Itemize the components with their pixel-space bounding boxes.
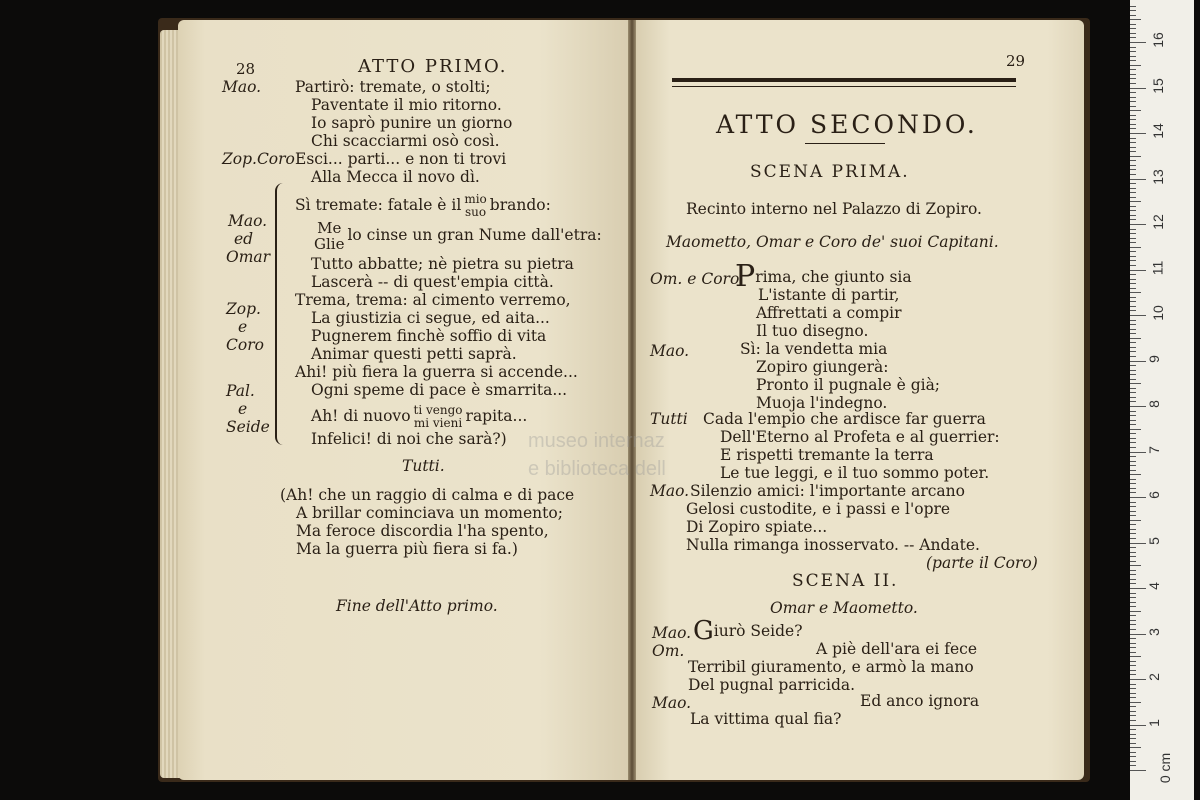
ruler-tick — [1130, 492, 1136, 493]
speaker-label: Zop. — [226, 300, 261, 318]
verse-line: Del pugnal parricida. — [688, 676, 856, 694]
ruler-tick — [1130, 715, 1136, 716]
ruler-tick — [1130, 561, 1136, 562]
ruler-tick — [1130, 33, 1136, 34]
verse-line: Zopiro giungerà: — [756, 358, 889, 376]
ruler-tick — [1130, 60, 1136, 61]
verse-line: Dell'Eterno al Profeta e al guerrier: — [720, 428, 1000, 446]
ruler-tick — [1130, 224, 1146, 225]
verse-line-dropcap — [735, 259, 912, 294]
ruler-tick — [1130, 142, 1136, 143]
ruler-tick — [1130, 215, 1136, 216]
verse-line: Affrettati a compir — [756, 304, 902, 322]
verse-line: (Ah! che un raggio di calma e di pace — [280, 486, 575, 504]
speaker-label: Mao. — [650, 482, 690, 500]
ruler-label: 7 — [1145, 445, 1162, 454]
ruler-tick — [1130, 260, 1136, 261]
ruler-tick — [1130, 47, 1136, 48]
ruler-label: 8 — [1145, 400, 1162, 408]
ruler-tick — [1130, 265, 1136, 266]
characters-line: Omar e Maometto. — [770, 599, 918, 617]
ruler-tick — [1130, 570, 1136, 571]
ruler-tick — [1130, 597, 1136, 598]
ruler-label: 3 — [1145, 627, 1162, 636]
ruler-tick — [1130, 370, 1136, 371]
verse-line: Ahi! più fiera la guerra si accende... — [295, 363, 578, 381]
speaker-label: Mao. — [652, 624, 692, 642]
ruler-tick — [1130, 361, 1146, 362]
ruler-tick — [1130, 310, 1136, 311]
ruler-tick — [1130, 156, 1141, 157]
verse-text: Sì tremate: fatale è il — [295, 196, 462, 214]
verse-line-fraction — [311, 220, 602, 252]
ruler-tick — [1130, 128, 1136, 129]
ruler-tick — [1130, 420, 1136, 421]
ruler-tick — [1130, 219, 1136, 220]
ruler-tick — [1130, 97, 1136, 98]
ruler-tick — [1130, 88, 1146, 89]
ruler-tick — [1130, 620, 1136, 621]
ruler-tick — [1130, 274, 1136, 275]
ruler-tick — [1130, 465, 1136, 466]
ruler-tick — [1130, 529, 1136, 530]
ruler-tick — [1130, 279, 1136, 280]
ruler-tick — [1130, 56, 1136, 57]
ruler-tick — [1130, 110, 1141, 111]
verse-line: Lascerà -- di quest'empia città. — [311, 273, 554, 291]
verse-line: Trema, trema: al cimento verremo, — [295, 291, 571, 309]
ruler-tick — [1130, 452, 1146, 453]
ruler-tick — [1130, 288, 1136, 289]
ruler-tick — [1130, 401, 1136, 402]
ruler-tick — [1130, 538, 1136, 539]
ruler-tick — [1130, 674, 1136, 675]
ruler-tick — [1130, 351, 1136, 352]
ruler-tick — [1130, 588, 1146, 589]
ruler-tick — [1130, 347, 1136, 348]
ruler-tick — [1130, 188, 1136, 189]
act-title: ATTO SECONDO. — [716, 110, 978, 139]
ruler-tick — [1130, 752, 1136, 753]
ruler-tick — [1130, 197, 1136, 198]
ruler-tick — [1130, 42, 1146, 43]
characters-line: Maometto, Omar e Coro de' suoi Capitani. — [666, 233, 999, 251]
verse-line: Muoja l'indegno. — [756, 394, 888, 412]
alt-top: ti vengo — [413, 403, 463, 417]
ruler-tick — [1130, 652, 1136, 653]
ruler-tick — [1130, 138, 1136, 139]
ruler-tick — [1130, 720, 1136, 721]
ruler-tick — [1130, 78, 1136, 79]
ruler-tick — [1130, 738, 1136, 739]
speaker-label: e — [238, 400, 248, 418]
ruler-tick — [1130, 488, 1136, 489]
ruler-tick — [1130, 615, 1136, 616]
ruler-tick — [1130, 702, 1141, 703]
ruler-tick — [1130, 611, 1141, 612]
ruler-tick — [1130, 201, 1141, 202]
alt-bottom: Glie — [314, 235, 345, 253]
ruler-tick — [1130, 383, 1141, 384]
ruler-tick — [1130, 69, 1136, 70]
alternative-words — [414, 404, 463, 430]
ruler-tick — [1130, 629, 1136, 630]
verse-text: rapita... — [465, 407, 528, 425]
verse-line: Partirò: tremate, o stolti; — [295, 78, 491, 96]
ruler-tick — [1130, 438, 1136, 439]
running-head: ATTO PRIMO. — [358, 56, 508, 77]
verse-line: Animar questi petti saprà. — [311, 345, 517, 363]
ruler-tick — [1130, 374, 1136, 375]
verse-line: Terribil giuramento, e armò la mano — [688, 658, 974, 676]
ruler-tick — [1130, 392, 1136, 393]
ruler-tick — [1130, 520, 1141, 521]
ruler-tick — [1130, 283, 1136, 284]
speaker-label: Mao. — [228, 212, 268, 230]
verse-line: Infelici! di noi che sarà?) — [311, 430, 507, 448]
ruler-tick — [1130, 693, 1136, 694]
ruler-tick — [1130, 119, 1136, 120]
verse-line: Gelosi custodite, e i passi e l'opre — [686, 500, 951, 518]
watermark-line: museo internaz — [528, 430, 665, 452]
alt-bottom: suo — [464, 205, 487, 219]
measuring-ruler — [1130, 0, 1194, 800]
verse-line: Tutto abbatte; nè pietra su pietra — [311, 255, 574, 273]
ruler-tick — [1130, 497, 1146, 498]
ruler-tick — [1130, 470, 1136, 471]
verse-line: E rispetti tremante la terra — [720, 446, 934, 464]
brace — [275, 183, 287, 445]
ruler-tick — [1130, 624, 1136, 625]
ruler-tick — [1130, 638, 1136, 639]
ruler-tick — [1130, 711, 1136, 712]
ruler-label: 11 — [1149, 260, 1166, 275]
drop-capital: P — [735, 259, 756, 294]
ruler-tick — [1130, 210, 1136, 211]
ruler-tick — [1130, 579, 1136, 580]
ruler-tick — [1130, 83, 1136, 84]
verse-line: Pugnerem finchè soffio di vita — [311, 327, 547, 345]
verse-line: Le tue leggi, e il tuo sommo poter. — [720, 464, 990, 482]
ruler-label: 16 — [1149, 32, 1166, 48]
right-page-number: 29 — [1006, 52, 1026, 70]
ruler-tick — [1130, 28, 1136, 29]
ruler-tick — [1130, 506, 1136, 507]
verse-line: La vittima qual fia? — [690, 710, 842, 728]
alt-bottom: mi vieni — [413, 416, 463, 430]
ruler-tick — [1130, 756, 1136, 757]
alt-top: mio — [464, 192, 487, 206]
ruler-tick — [1130, 338, 1141, 339]
ruler-tick — [1130, 238, 1136, 239]
verse-line: Paventate il mio ritorno. — [311, 96, 502, 114]
verse-line: Ogni speme di pace è smarrita... — [311, 381, 568, 399]
ruler-label: 2 — [1145, 673, 1162, 681]
verse-line: Nulla rimanga inosservato. -- Andate. — [686, 536, 980, 554]
ruler-label: 6 — [1145, 491, 1162, 499]
ruler-tick — [1130, 151, 1136, 152]
verse-line-fraction — [311, 404, 527, 430]
ruler-tick — [1130, 765, 1136, 766]
speaker-label: Pal. — [226, 382, 255, 400]
ruler-tick — [1130, 461, 1136, 462]
ruler-tick — [1130, 502, 1136, 503]
ruler-label: 12 — [1149, 214, 1166, 230]
ruler-tick — [1130, 229, 1136, 230]
ruler-tick — [1130, 524, 1136, 525]
alternative-words — [464, 193, 486, 219]
ruler-tick — [1130, 479, 1136, 480]
alternative-words — [314, 220, 344, 252]
speaker-label: Mao. — [650, 342, 690, 360]
ruler-tick — [1130, 474, 1141, 475]
ruler-tick — [1130, 24, 1136, 25]
title-rule — [805, 143, 885, 144]
verse-line: Ma la guerra più fiera si fa.) — [296, 540, 518, 558]
ruler-tick — [1130, 643, 1136, 644]
verse-text: rima, che giunto sia — [755, 268, 912, 286]
ruler-tick — [1130, 192, 1136, 193]
verse-text: brando: — [489, 196, 551, 214]
scene-title: SCENA II. — [792, 571, 899, 591]
ruler-tick — [1130, 147, 1136, 148]
speaker-label: Om. e Coro — [650, 270, 740, 288]
speaker-label: Om. — [652, 642, 685, 660]
ruler-tick — [1130, 233, 1136, 234]
speaker-label: Mao. — [222, 78, 262, 96]
ruler-tick — [1130, 725, 1146, 726]
ruler-tick — [1130, 411, 1136, 412]
ruler-tick — [1130, 333, 1136, 334]
ruler-tick — [1130, 442, 1136, 443]
speaker-label: Zop.Coro — [222, 150, 295, 168]
ruler-tick — [1130, 10, 1136, 11]
ruler-tick — [1130, 183, 1136, 184]
ruler-tick — [1130, 342, 1136, 343]
ruler-tick — [1130, 729, 1136, 730]
speaker-label: Tutti. — [402, 457, 445, 475]
ruler-tick — [1130, 406, 1146, 407]
verse-line: Silenzio amici: l'importante arcano — [690, 482, 965, 500]
verse-line: Esci... parti... e non ti trovi — [295, 150, 507, 168]
verse-line: Di Zopiro spiate... — [686, 518, 828, 536]
ruler-tick — [1130, 429, 1141, 430]
ruler-tick — [1130, 379, 1136, 380]
verse-line: L'istante di partir, — [758, 286, 900, 304]
ruler-tick — [1130, 634, 1146, 635]
gutter — [628, 20, 636, 780]
ruler-tick — [1130, 447, 1136, 448]
verse-text: lo cinse un gran Nume dall'etra: — [347, 226, 602, 244]
ruler-tick — [1130, 324, 1136, 325]
verse-line: La giustizia ci segue, ed aita... — [311, 309, 550, 327]
verse-line: Alla Mecca il novo dì. — [311, 168, 480, 186]
ruler-tick — [1130, 583, 1136, 584]
ruler-tick — [1130, 65, 1141, 66]
speaker-label: Omar — [226, 248, 271, 266]
ruler-tick — [1130, 115, 1136, 116]
header-rule-thin — [672, 86, 1016, 87]
ruler-tick — [1130, 656, 1141, 657]
speaker-label: Seide — [226, 418, 270, 436]
verse-line-fraction — [295, 193, 551, 219]
ruler-tick — [1130, 670, 1136, 671]
ruler-tick — [1130, 174, 1136, 175]
ruler-label: 14 — [1149, 123, 1166, 139]
ruler-tick — [1130, 661, 1136, 662]
ruler-tick — [1130, 515, 1136, 516]
ruler-tick — [1130, 552, 1136, 553]
ruler-tick — [1130, 697, 1136, 698]
ruler-tick — [1130, 179, 1146, 180]
ruler-tick — [1130, 743, 1136, 744]
ruler-tick — [1130, 606, 1136, 607]
ruler-tick — [1130, 511, 1136, 512]
ruler-tick — [1130, 51, 1136, 52]
left-page-number: 28 — [236, 60, 256, 78]
ruler-label: 1 — [1145, 718, 1162, 727]
ruler-tick — [1130, 665, 1136, 666]
ruler-tick — [1130, 365, 1136, 366]
ruler-tick — [1130, 256, 1136, 257]
ruler-tick — [1130, 301, 1136, 302]
ruler-tick — [1130, 483, 1136, 484]
speaker-label: Tutti — [650, 410, 688, 428]
ruler-label: 4 — [1145, 582, 1162, 590]
ruler-tick — [1130, 320, 1136, 321]
ruler-tick — [1130, 706, 1136, 707]
ruler-tick — [1130, 297, 1136, 298]
ruler-tick — [1130, 424, 1136, 425]
ruler-tick — [1130, 247, 1141, 248]
ruler-tick — [1130, 19, 1141, 20]
ruler-tick — [1130, 397, 1136, 398]
ruler-tick — [1130, 92, 1136, 93]
drop-capital: G — [693, 616, 714, 646]
ruler-tick — [1130, 270, 1146, 271]
ruler-label: 0 cm — [1157, 752, 1174, 784]
scene-title: SCENA PRIMA. — [750, 162, 910, 182]
ruler-tick — [1130, 684, 1136, 685]
ruler-label: 5 — [1145, 536, 1162, 545]
ruler-tick — [1130, 160, 1136, 161]
ruler-tick — [1130, 556, 1136, 557]
verse-line: Ma feroce discordia l'ha spento, — [296, 522, 549, 540]
verse-text: iurò Seide? — [713, 622, 803, 640]
ruler-tick — [1130, 533, 1136, 534]
ruler-tick — [1130, 770, 1146, 771]
ruler-tick — [1130, 593, 1136, 594]
ruler-tick — [1130, 415, 1136, 416]
ruler-tick — [1130, 15, 1136, 16]
verse-line: Chi scacciarmi osò così. — [311, 132, 500, 150]
act-end-note: Fine dell'Atto primo. — [336, 597, 498, 615]
verse-line: Io saprò punire un giorno — [311, 114, 513, 132]
ruler-tick — [1130, 206, 1136, 207]
ruler-tick — [1130, 292, 1141, 293]
speaker-label: Coro — [226, 336, 264, 354]
stage-direction: (parte il Coro) — [926, 554, 1038, 572]
ruler-tick — [1130, 165, 1136, 166]
ruler-tick — [1130, 433, 1136, 434]
speaker-label: Mao. — [652, 694, 692, 712]
ruler-tick — [1130, 101, 1136, 102]
ruler-tick — [1130, 388, 1136, 389]
verse-line: A brillar cominciava un momento; — [296, 504, 563, 522]
ruler-label: 15 — [1149, 77, 1166, 94]
ruler-tick — [1130, 133, 1146, 134]
ruler-tick — [1130, 679, 1146, 680]
ruler-tick — [1130, 6, 1136, 7]
watermark-line: e biblioteca dell — [528, 458, 666, 480]
ruler-tick — [1130, 251, 1136, 252]
ruler-tick — [1130, 74, 1136, 75]
ruler-tick — [1130, 356, 1136, 357]
ruler-tick — [1130, 37, 1136, 38]
ruler-tick — [1130, 315, 1146, 316]
ruler-tick — [1130, 574, 1136, 575]
ruler-tick — [1130, 329, 1136, 330]
ruler-tick — [1130, 734, 1136, 735]
verse-line: Sì: la vendetta mia — [740, 340, 888, 358]
ruler-tick — [1130, 306, 1136, 307]
ruler-tick — [1130, 169, 1136, 170]
ruler-tick — [1130, 543, 1146, 544]
header-rule — [672, 78, 1016, 82]
ruler-label: 9 — [1145, 354, 1162, 363]
verse-text: Ah! di nuovo — [311, 407, 411, 425]
alt-top: Me — [317, 219, 342, 237]
verse-line-dropcap — [693, 616, 803, 646]
ruler-tick — [1130, 602, 1136, 603]
ruler-tick — [1130, 761, 1136, 762]
ruler-tick — [1130, 547, 1136, 548]
verse-line: Ed anco ignora — [860, 692, 980, 710]
ruler-label: 10 — [1149, 305, 1166, 321]
ruler-tick — [1130, 242, 1136, 243]
ruler-tick — [1130, 456, 1136, 457]
setting-line: Recinto interno nel Palazzo di Zopiro. — [686, 200, 982, 218]
speaker-label: e — [238, 318, 248, 336]
verse-line: Il tuo disegno. — [756, 322, 869, 340]
ruler-tick — [1130, 106, 1136, 107]
ruler-label: 13 — [1149, 168, 1166, 185]
speaker-label: ed — [234, 230, 254, 248]
verse-line: Cada l'empio che ardisce far guerra — [703, 410, 986, 428]
ruler-tick — [1130, 688, 1136, 689]
ruler-tick — [1130, 747, 1141, 748]
ruler-tick — [1130, 647, 1136, 648]
verse-line: A piè dell'ara ei fece — [816, 640, 978, 658]
ruler-tick — [1130, 124, 1136, 125]
ruler-tick — [1130, 565, 1141, 566]
verse-line: Pronto il pugnale è già; — [756, 376, 941, 394]
